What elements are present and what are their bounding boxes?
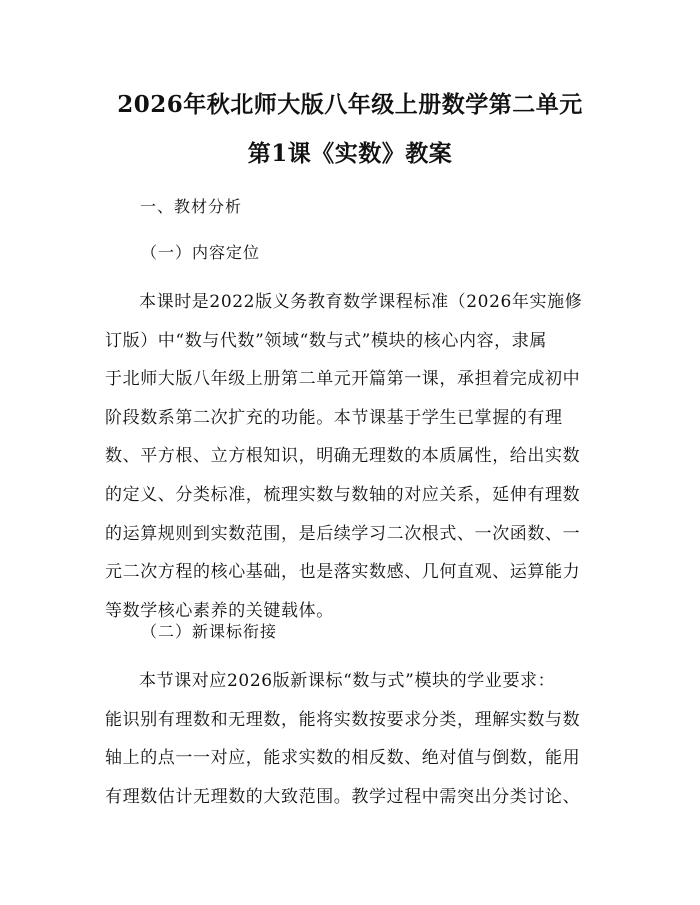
paragraph-line: 数、平方根、立方根知识，明确无理数的本质属性，给出实数	[105, 446, 581, 467]
paragraph-line: 的运算规则到实数范围，是后续学习二次根式、一次函数、一	[105, 523, 581, 544]
paragraph-line: 能识别有理数和无理数，能将实数按要求分类，理解实数与数	[105, 709, 581, 730]
paragraph-line: 轴上的点一一对应，能求实数的相反数、绝对值与倒数，能用	[105, 748, 581, 769]
paragraph-line: 于北师大版八年级上册第二单元开篇第一课，承担着完成初中	[105, 369, 581, 390]
paragraph-line: 本节课对应2026版新课标“数与式”模块的学业要求：	[139, 671, 556, 691]
paragraph-line: 订版）中“数与代数”领域“数与式”模块的核心内容，隶属	[105, 330, 547, 351]
document-title-line-2: 第1课《实数》教案	[247, 140, 453, 167]
paragraph-line: 等数学核心素养的关键载体。	[105, 600, 334, 621]
paragraph-line: 元二次方程的核心基础，也是落实数感、几何直观、运算能力	[105, 562, 581, 583]
document-title-line-1: 2026年秋北师大版八年级上册数学第二单元	[117, 91, 583, 118]
paragraph-line: 有理数估计无理数的大致范围。教学过程中需突出分类讨论、	[105, 786, 581, 807]
subsection-heading-content-positioning: （一）内容定位	[141, 243, 261, 262]
paragraph-curriculum-link	[105, 662, 597, 816]
section-heading-textbook-analysis: 一、教材分析	[140, 197, 243, 216]
subsection-heading-curriculum-link: （二）新课标衔接	[141, 622, 278, 641]
paragraph-line: 阶段数系第二次扩充的功能。本节课基于学生已掌握的有理	[105, 407, 563, 428]
paragraph-line: 本课时是2022版义务教育数学课程标准（2026年实施修	[139, 292, 583, 312]
paragraph-line: 的定义、分类标准，梳理实数与数轴的对应关系，延伸有理数	[105, 484, 581, 505]
paragraph-content-positioning	[105, 283, 597, 630]
